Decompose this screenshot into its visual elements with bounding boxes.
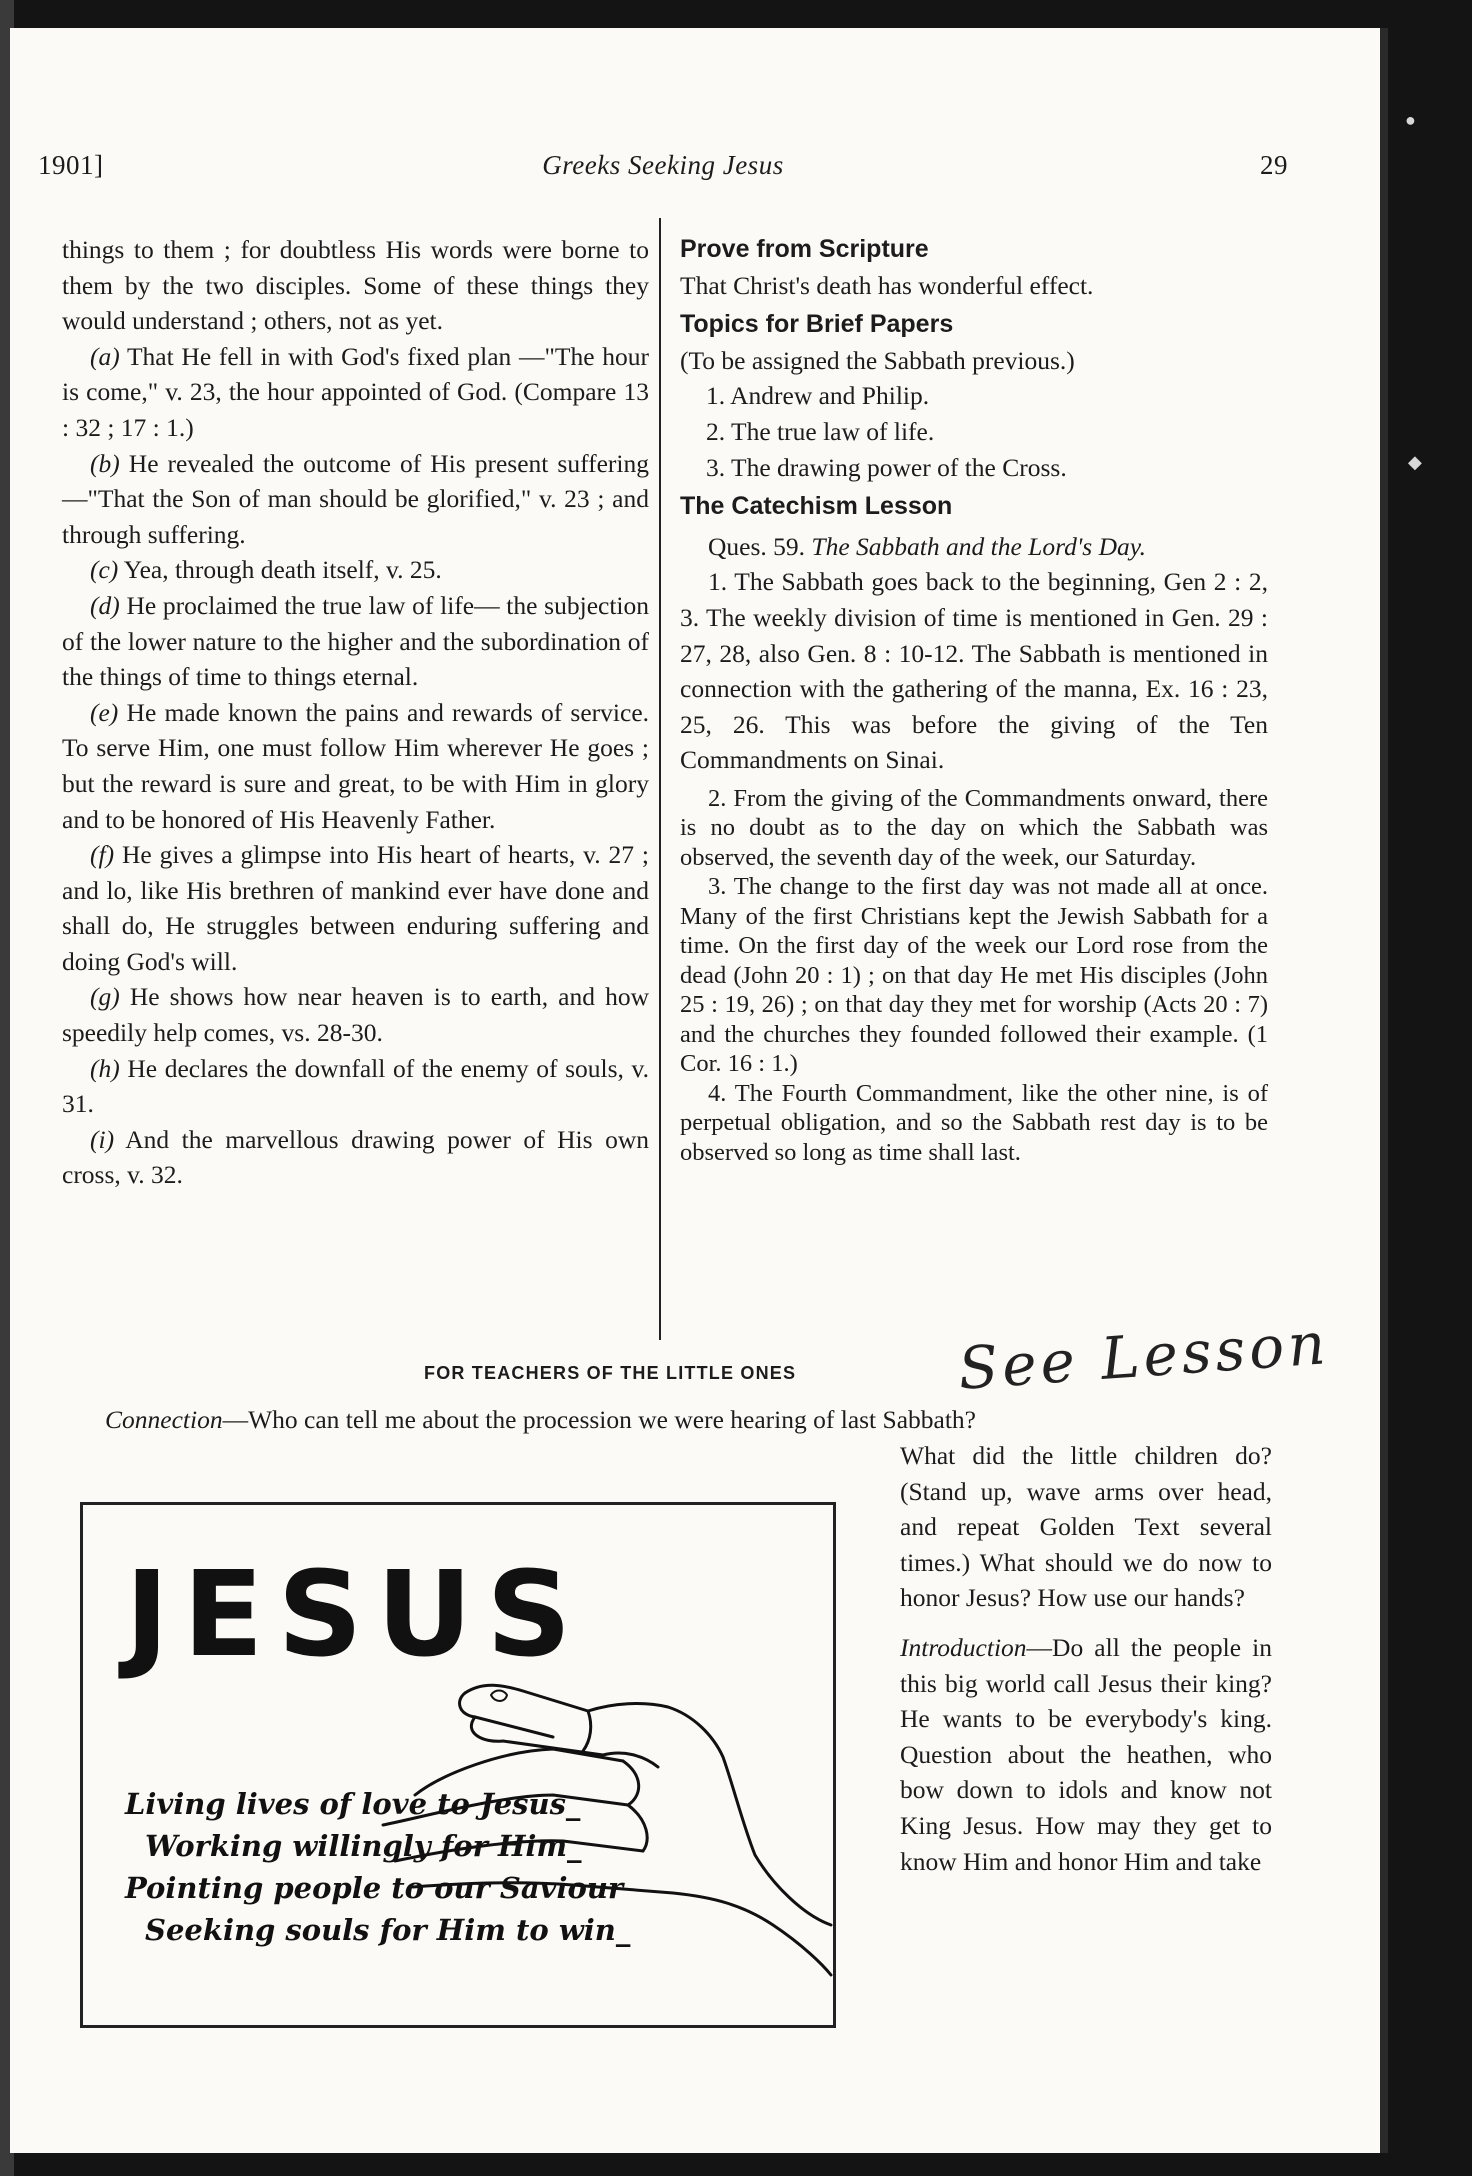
point-a: (a) That He fell in with God's fixed plan —"The hour is come," v. 23, the hour appointed of God. (Compare 13 : 32 ; 17 : 1.) (62, 341, 649, 442)
catechism-paragraph-2: 2. From the giving of the Commandments onward, there is no doubt as to the day on which the Sabbath was observed, the seventh day of the week, our Saturday. (680, 784, 1268, 871)
point-d: (d) He proclaimed the true law of life— the subjection of the lower nature to the higher and the subordination of the things of time to things eternal. (62, 590, 649, 692)
prove-text: That Christ's death has wonderful effect. (680, 270, 1094, 300)
catechism-paragraph-3: 3. The change to the first day was not made all at once. Many of the first Christians kept the Jewish Sabbath for a time. On the first day of the week our Lord rose from the dead (John 20 : 1) ; on that day He met His disciples (John 25 : 19, 26) ; on that day they met for worship (Acts 20 : 7) and the churches they founded followed their example. (1 Cor. 16 : 1.) (680, 873, 1268, 1078)
teachers-section-heading: FOR TEACHERS OF THE LITTLE ONES (424, 1363, 797, 1383)
point-e: (e) He made known the pains and rewards of service. To serve Him, one must follow Him wherever He goes ; but the reward is sure and great, to be with Him in glory and to be honored of His Heavenly Father. (62, 697, 650, 834)
illustration-line: Working willingly for Him_ (145, 1829, 582, 1863)
running-header (38, 150, 1288, 190)
prove-heading: Prove from Scripture (680, 235, 929, 263)
topics-note: (To be assigned the Sabbath previous.) (680, 345, 1075, 375)
scan-speck: ◆ (1408, 452, 1422, 472)
point-f: (f) He gives a glimpse into His heart of hearts, v. 27 ; and lo, like His brethren of mankind ever have done and shall do, He struggles between enduring suffering and doing God's will. (62, 840, 649, 976)
scan-speck: ● (1405, 110, 1416, 130)
catechism-paragraph-4: 4. The Fourth Commandment, like the other nine, is of perpetual obligation, and so the Sabbath rest day is to be observed so long as time shall last. (680, 1079, 1268, 1166)
illustration-line: Seeking souls for Him to win_ (145, 1913, 631, 1947)
point-i: (i) And the marvellous drawing power of His own cross, v. 32. (62, 1124, 649, 1190)
blackboard-illustration (80, 1502, 836, 2028)
catechism-heading: The Catechism Lesson (680, 492, 953, 521)
point-h: (h) He declares the downfall of the enemy of souls, v. 31. (62, 1053, 650, 1119)
illustration-handwriting (125, 1783, 630, 1951)
point-b: (b) He revealed the outcome of His present suffering—"That the Son of man should be glorified," v. 23 ; and through suffering. (62, 448, 650, 549)
header-year: 1901] (38, 150, 104, 180)
topics-heading: Topics for Brief Papers (680, 310, 954, 339)
topic-item: 2. The true law of life. (706, 416, 935, 446)
illustration-line: Pointing people to our Saviour (125, 1871, 624, 1905)
right-column (680, 232, 1268, 1167)
handwritten-annotation: See Lesson (956, 1309, 1332, 1403)
illustration-title: JESUS (125, 1545, 586, 1683)
left-column (62, 232, 649, 1193)
illustration-line: Living lives of love to Jesus_ (125, 1787, 581, 1821)
catechism-paragraph-1: 1. The Sabbath goes back to the beginning, Gen 2 : 2, 3. The weekly division of time is mentioned in Gen. 29 : 27, 28, also Gen. 8 : 10-12. The Sabbath is mentioned in connection with the gathering of the manna, Ex. 16 : 23, 25, 26. This was before the giving of the Ten Commandments on Sinai. (680, 567, 1268, 775)
column-divider (659, 218, 661, 1340)
topic-item: 3. The drawing power of the Cross. (706, 452, 1067, 482)
point-c: (c) Yea, through death itself, v. 25. (90, 555, 442, 585)
header-title: Greeks Seeking Jesus (542, 150, 784, 180)
page-number: 29 (1260, 150, 1288, 180)
connection-continuation: What did the little children do? (Stand up, wave arms over head, and repeat Golden Text several times.) What should we do now to honor Jesus? How use our hands? (900, 1441, 1272, 1613)
connection-paragraph: Connection—Who can tell me about the procession we were hearing of last Sabbath? (105, 1405, 976, 1434)
introduction-paragraph: Introduction—Do all the people in this big world call Jesus their king? He wants to be everybody's king. Question about the heathen, who bow down to idols and know not King Jesus. How may they get to know Him and honor Him and take (900, 1632, 1272, 1876)
left-opening-paragraph: things to them ; for doubtless His words were borne to them by the two disciples. Some of these things they would understand ; others, not as yet. (62, 235, 649, 336)
page-edge-shadow (1380, 28, 1388, 2153)
teachers-right-column (900, 1438, 1272, 1879)
topic-item: 1. Andrew and Philip. (706, 381, 930, 411)
catechism-question: Ques. 59. The Sabbath and the Lord's Day. (708, 531, 1147, 561)
point-g: (g) He shows how near heaven is to earth, and how speedily help comes, vs. 28-30. (62, 982, 649, 1048)
